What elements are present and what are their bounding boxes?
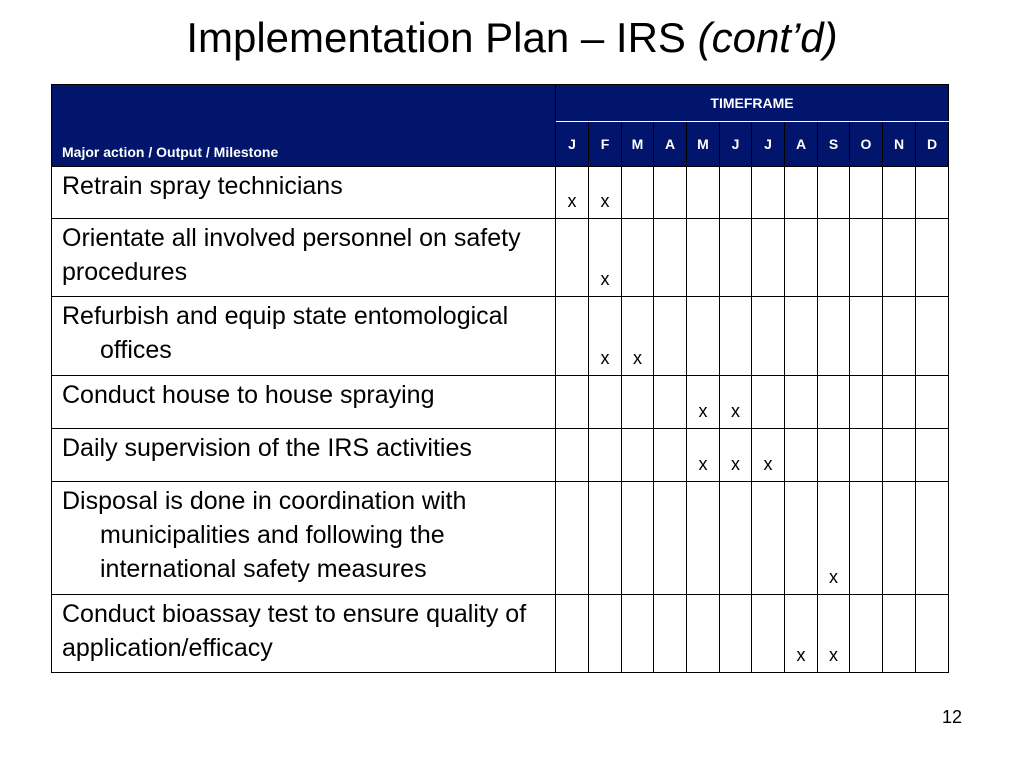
table-row bbox=[52, 595, 949, 673]
month-mark-cell bbox=[720, 297, 752, 376]
month-mark-cell bbox=[818, 297, 850, 376]
month-mark-cell bbox=[752, 595, 785, 673]
action-text: Orientate all involved personnel on safety procedures bbox=[62, 224, 521, 286]
month-header: N bbox=[883, 122, 916, 167]
month-header: D bbox=[916, 122, 949, 167]
month-mark-cell bbox=[622, 482, 654, 595]
month-mark-cell: x bbox=[720, 376, 752, 429]
month-mark-cell bbox=[687, 167, 720, 219]
month-mark-cell bbox=[720, 219, 752, 297]
month-mark-cell bbox=[785, 167, 818, 219]
month-mark-cell bbox=[916, 595, 949, 673]
month-header: J bbox=[752, 122, 785, 167]
action-cell bbox=[52, 429, 556, 482]
month-mark-cell bbox=[752, 219, 785, 297]
month-mark-cell bbox=[589, 482, 622, 595]
month-mark-cell bbox=[850, 429, 883, 482]
month-mark-cell bbox=[720, 595, 752, 673]
action-cell bbox=[52, 297, 556, 376]
month-mark-cell bbox=[818, 376, 850, 429]
month-mark-cell bbox=[687, 297, 720, 376]
month-mark-cell bbox=[818, 429, 850, 482]
month-mark-cell bbox=[654, 297, 687, 376]
action-text: Conduct house to house spraying bbox=[62, 381, 435, 409]
month-mark-cell bbox=[785, 219, 818, 297]
month-mark-cell bbox=[752, 297, 785, 376]
month-mark-cell bbox=[850, 595, 883, 673]
month-mark-cell bbox=[916, 219, 949, 297]
table-row bbox=[52, 219, 949, 297]
header-action: Major action / Output / Milestone bbox=[52, 85, 556, 167]
header-timeframe: TIMEFRAME bbox=[556, 85, 949, 122]
month-mark-cell bbox=[916, 297, 949, 376]
month-mark-cell bbox=[589, 376, 622, 429]
month-header: F bbox=[589, 122, 622, 167]
title-suffix: (cont’d) bbox=[697, 14, 838, 61]
month-mark-cell bbox=[883, 376, 916, 429]
month-header: J bbox=[556, 122, 589, 167]
month-mark-cell bbox=[883, 219, 916, 297]
month-mark-cell bbox=[785, 297, 818, 376]
month-mark-cell bbox=[916, 482, 949, 595]
month-mark-cell bbox=[850, 376, 883, 429]
month-header: O bbox=[850, 122, 883, 167]
month-mark-cell bbox=[687, 482, 720, 595]
month-mark-cell bbox=[622, 167, 654, 219]
month-mark-cell bbox=[654, 376, 687, 429]
month-mark-cell bbox=[654, 595, 687, 673]
month-mark-cell bbox=[916, 167, 949, 219]
month-mark-cell bbox=[850, 219, 883, 297]
month-mark-cell bbox=[850, 482, 883, 595]
action-cell bbox=[52, 482, 556, 595]
month-mark-cell bbox=[883, 595, 916, 673]
month-mark-cell bbox=[589, 595, 622, 673]
month-header: A bbox=[654, 122, 687, 167]
action-cell bbox=[52, 219, 556, 297]
month-mark-cell: x bbox=[720, 429, 752, 482]
month-mark-cell bbox=[785, 429, 818, 482]
month-header: A bbox=[785, 122, 818, 167]
month-mark-cell bbox=[622, 595, 654, 673]
month-mark-cell bbox=[654, 167, 687, 219]
month-mark-cell bbox=[720, 482, 752, 595]
month-mark-cell: x bbox=[556, 167, 589, 219]
month-header: M bbox=[622, 122, 654, 167]
month-mark-cell bbox=[654, 482, 687, 595]
month-header: M bbox=[687, 122, 720, 167]
table-row bbox=[52, 167, 949, 219]
action-text: Daily supervision of the IRS activities bbox=[62, 434, 472, 462]
month-mark-cell: x bbox=[818, 482, 850, 595]
month-header: S bbox=[818, 122, 850, 167]
month-mark-cell bbox=[654, 429, 687, 482]
month-mark-cell: x bbox=[589, 219, 622, 297]
implementation-plan-table bbox=[51, 84, 949, 673]
page-number: 12 bbox=[941, 707, 962, 727]
month-mark-cell bbox=[916, 376, 949, 429]
action-text: Retrain spray technicians bbox=[62, 172, 343, 200]
month-mark-cell bbox=[883, 297, 916, 376]
month-mark-cell bbox=[687, 595, 720, 673]
month-mark-cell bbox=[556, 297, 589, 376]
title-main: Implementation Plan – IRS bbox=[186, 14, 698, 61]
month-mark-cell bbox=[752, 376, 785, 429]
month-mark-cell: x bbox=[818, 595, 850, 673]
month-mark-cell bbox=[556, 595, 589, 673]
month-mark-cell: x bbox=[589, 167, 622, 219]
month-mark-cell: x bbox=[785, 595, 818, 673]
action-cell bbox=[52, 167, 556, 219]
month-mark-cell: x bbox=[752, 429, 785, 482]
month-mark-cell bbox=[785, 376, 818, 429]
month-mark-cell bbox=[818, 219, 850, 297]
month-mark-cell bbox=[883, 167, 916, 219]
action-text: Disposal is done in coordination with municipalities and following the international safety measures bbox=[62, 487, 467, 583]
month-mark-cell bbox=[720, 167, 752, 219]
month-mark-cell bbox=[883, 429, 916, 482]
month-mark-cell bbox=[654, 219, 687, 297]
month-mark-cell: x bbox=[687, 376, 720, 429]
month-mark-cell: x bbox=[589, 297, 622, 376]
table-row bbox=[52, 297, 949, 376]
month-mark-cell bbox=[850, 167, 883, 219]
month-mark-cell: x bbox=[622, 297, 654, 376]
action-text: Conduct bioassay test to ensure quality of application/efficacy bbox=[62, 600, 527, 662]
month-mark-cell bbox=[622, 219, 654, 297]
month-mark-cell bbox=[916, 429, 949, 482]
month-mark-cell bbox=[818, 167, 850, 219]
month-mark-cell bbox=[589, 429, 622, 482]
month-mark-cell bbox=[687, 219, 720, 297]
action-cell bbox=[52, 376, 556, 429]
action-cell bbox=[52, 595, 556, 673]
month-mark-cell bbox=[752, 167, 785, 219]
month-mark-cell bbox=[883, 482, 916, 595]
table-row bbox=[52, 482, 949, 595]
table-row bbox=[52, 429, 949, 482]
month-mark-cell bbox=[752, 482, 785, 595]
month-mark-cell bbox=[622, 376, 654, 429]
month-mark-cell bbox=[622, 429, 654, 482]
month-mark-cell bbox=[556, 219, 589, 297]
table-row bbox=[52, 376, 949, 429]
month-mark-cell bbox=[785, 482, 818, 595]
month-mark-cell bbox=[556, 429, 589, 482]
month-header: J bbox=[720, 122, 752, 167]
month-mark-cell bbox=[556, 482, 589, 595]
month-mark-cell bbox=[556, 376, 589, 429]
month-mark-cell: x bbox=[687, 429, 720, 482]
slide-title bbox=[0, 10, 1024, 66]
action-text: Refurbish and equip state entomological offices bbox=[62, 302, 509, 364]
month-mark-cell bbox=[850, 297, 883, 376]
